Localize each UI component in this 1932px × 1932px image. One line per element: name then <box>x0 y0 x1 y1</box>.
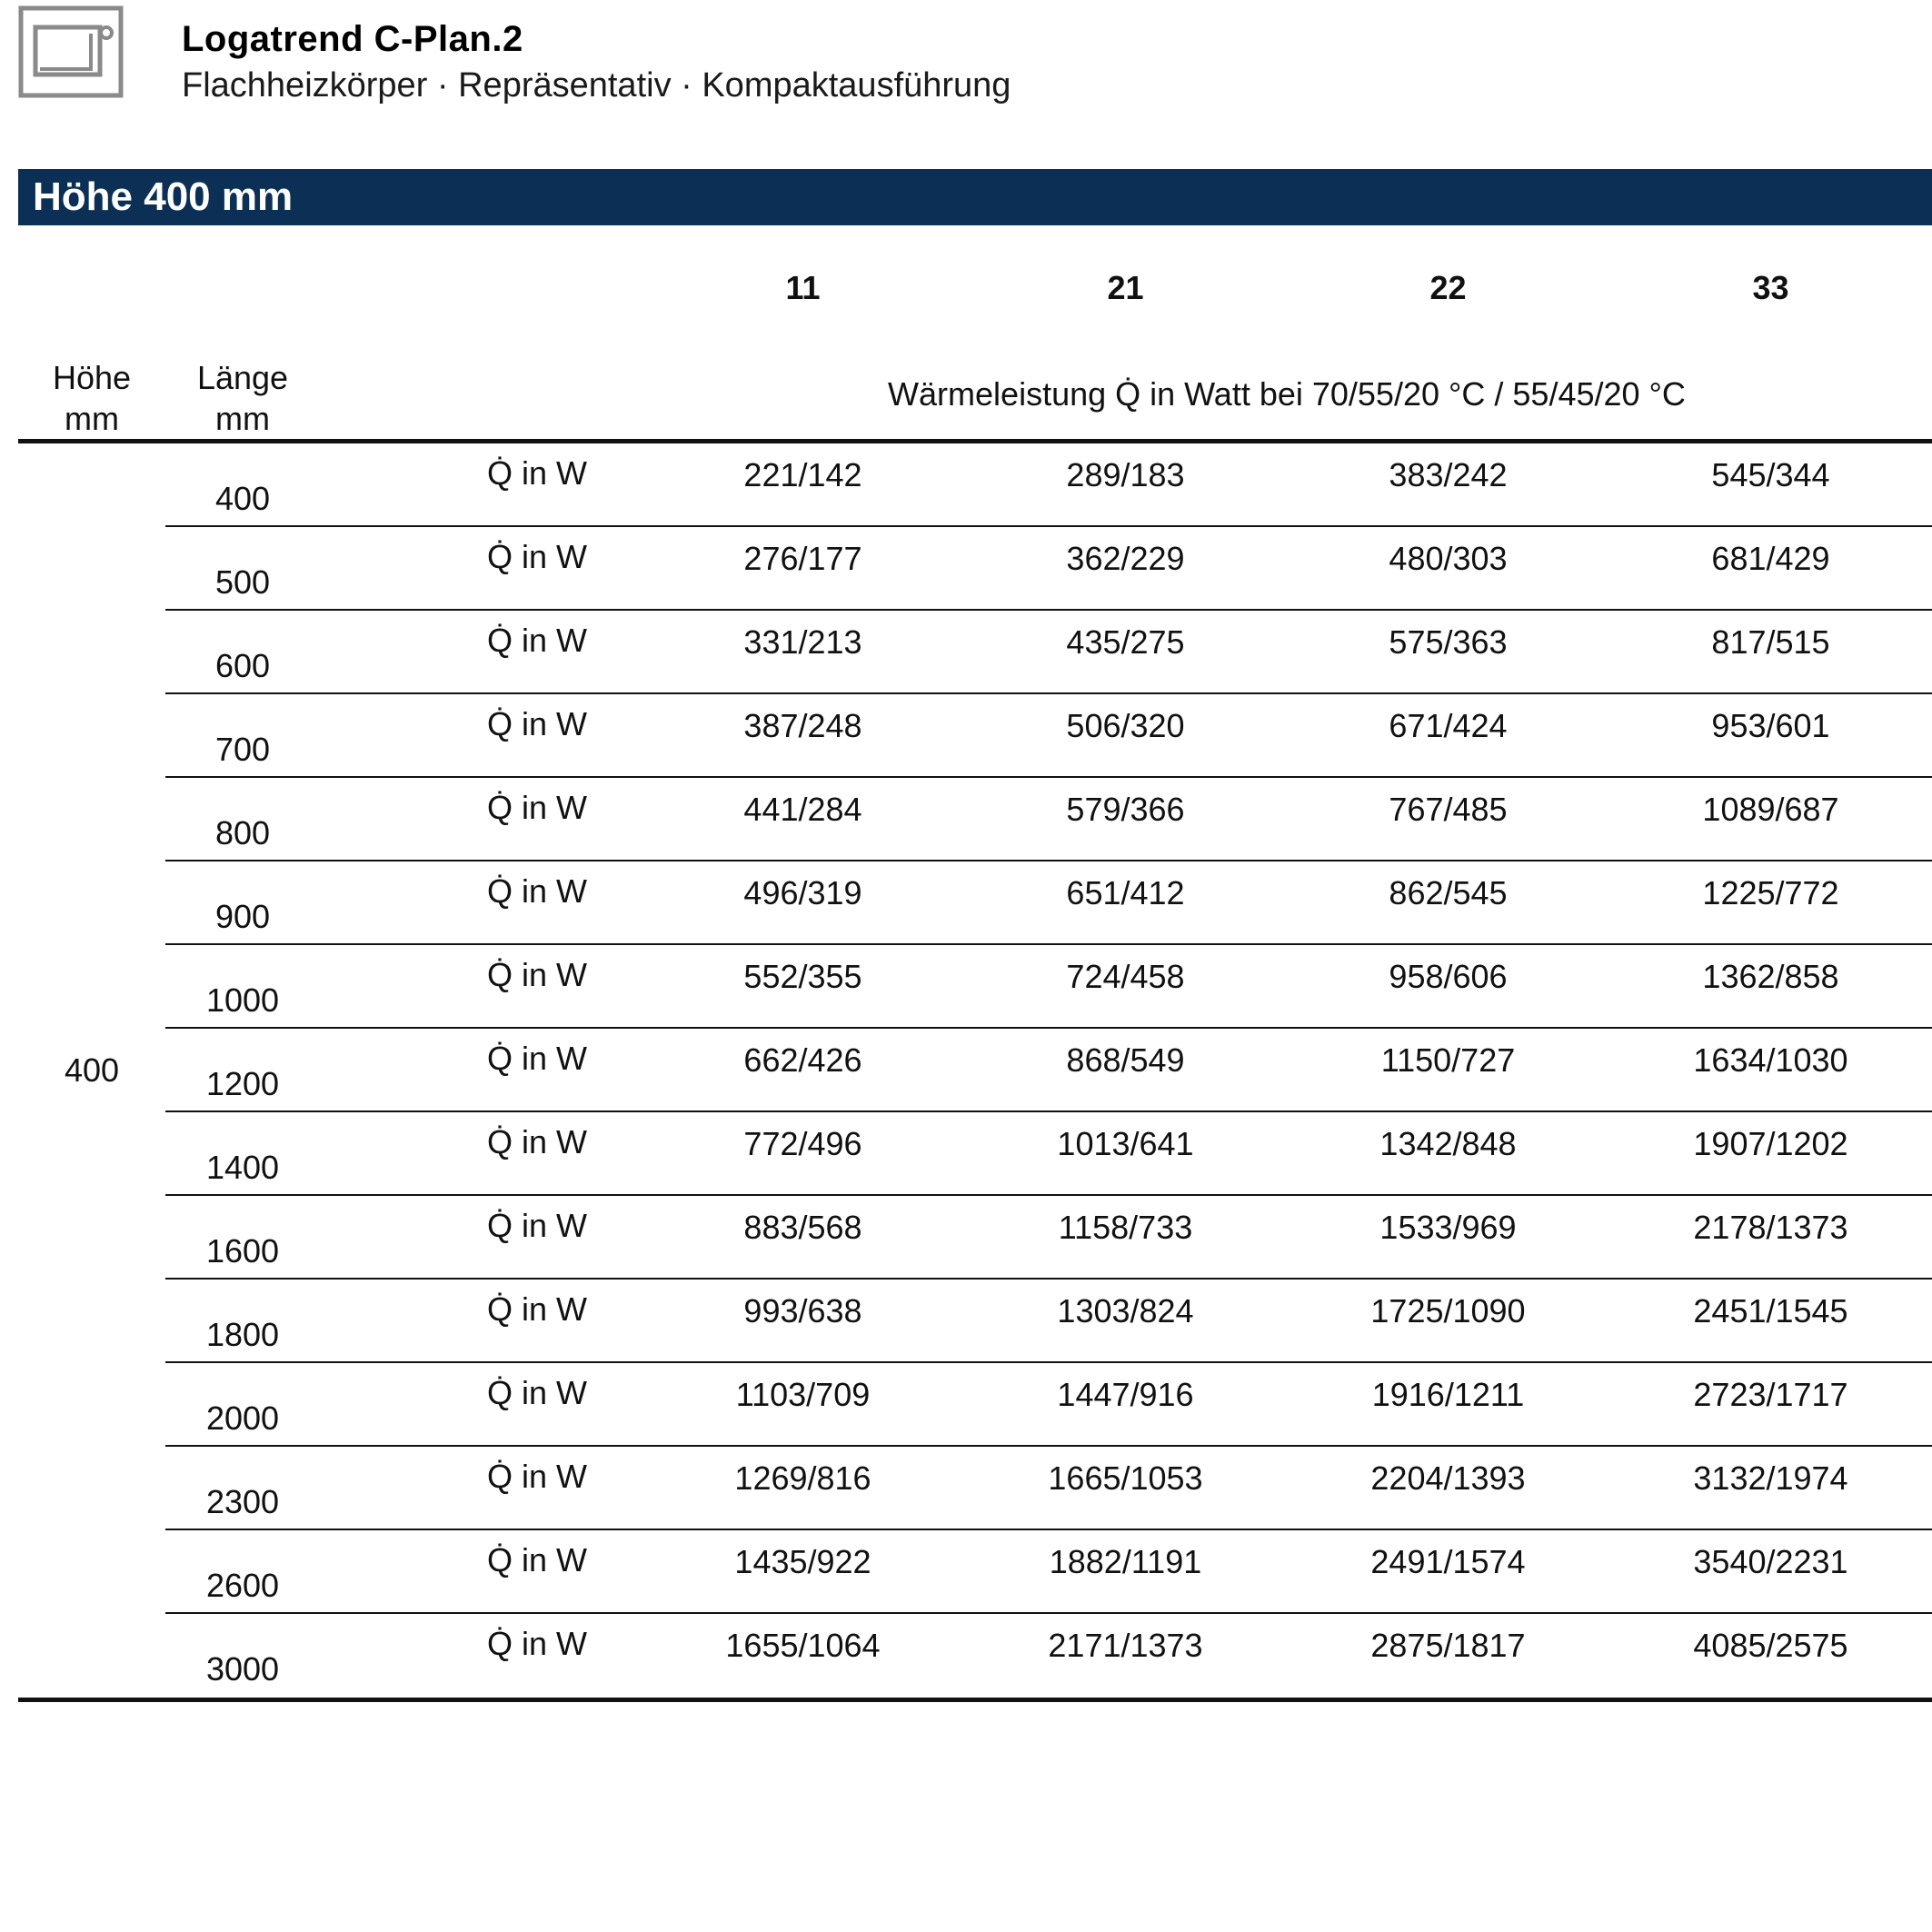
q-value-type-11: 441/284 <box>743 791 862 828</box>
performance-header: Wärmeleistung Q̇ in Watt bei 70/55/20 °C / 55/45/20 °C <box>888 375 1686 413</box>
table-row <box>165 778 1932 861</box>
q-value-type-33: 1225/772 <box>1702 874 1839 911</box>
q-value-type-33: 545/344 <box>1711 456 1830 493</box>
q-value-type-33: 1634/1030 <box>1693 1041 1848 1079</box>
q-label: Q̇ in W <box>486 538 587 575</box>
q-label: Q̇ in W <box>486 956 587 993</box>
laenge-value: 1400 <box>205 1149 280 1186</box>
q-value-type-33: 2723/1717 <box>1693 1376 1848 1413</box>
table-row <box>165 1447 1932 1530</box>
q-value-type-21: 1447/916 <box>1057 1376 1194 1413</box>
q-value-type-22: 1150/727 <box>1380 1041 1516 1079</box>
q-value-type-22: 383/242 <box>1389 456 1508 493</box>
q-value-type-22: 2875/1817 <box>1370 1627 1526 1664</box>
laenge-value: 2000 <box>205 1399 280 1437</box>
q-value-type-33: 3540/2231 <box>1693 1543 1848 1580</box>
q-label: Q̇ in W <box>486 454 587 492</box>
q-value-type-11: 496/319 <box>743 874 862 911</box>
table-row <box>165 694 1932 778</box>
laenge-value: 700 <box>214 731 271 768</box>
q-value-type-33: 817/515 <box>1711 623 1830 661</box>
laenge-value: 900 <box>214 898 271 935</box>
q-value-type-22: 2491/1574 <box>1370 1543 1526 1580</box>
table-row <box>165 1112 1932 1196</box>
table-row <box>165 861 1932 945</box>
q-value-type-33: 4085/2575 <box>1693 1627 1848 1664</box>
q-label: Q̇ in W <box>486 1040 587 1077</box>
q-label: Q̇ in W <box>486 705 587 742</box>
q-value-type-11: 552/355 <box>743 958 862 995</box>
q-value-type-21: 1013/641 <box>1057 1125 1194 1162</box>
q-value-type-22: 575/363 <box>1389 623 1508 661</box>
q-value-type-11: 221/142 <box>743 456 862 493</box>
q-value-type-11: 387/248 <box>743 707 862 744</box>
title-block <box>182 18 1011 105</box>
table-row <box>165 527 1932 611</box>
type-column-21: 21 <box>1107 269 1144 306</box>
q-value-type-22: 2204/1393 <box>1370 1459 1526 1497</box>
q-value-type-33: 2178/1373 <box>1693 1209 1848 1246</box>
q-value-type-21: 1303/824 <box>1057 1292 1194 1329</box>
laenge-value: 1200 <box>205 1065 280 1102</box>
q-value-type-21: 362/229 <box>1066 540 1185 577</box>
q-value-type-22: 1916/1211 <box>1371 1376 1525 1413</box>
column-header-row <box>18 357 1932 437</box>
laenge-value: 500 <box>214 563 271 601</box>
table-row <box>165 1363 1932 1447</box>
table-row <box>165 1029 1932 1112</box>
q-value-type-33: 681/429 <box>1711 540 1830 577</box>
q-label: Q̇ in W <box>486 1625 587 1662</box>
laenge-value: 1000 <box>205 981 280 1019</box>
q-value-type-11: 883/568 <box>743 1209 862 1246</box>
section-header-label: Höhe 400 mm <box>33 174 294 219</box>
q-label: Q̇ in W <box>486 622 587 659</box>
performance-table <box>18 262 1932 1702</box>
hoehe-column-header <box>18 357 165 439</box>
q-label: Q̇ in W <box>486 1290 587 1328</box>
q-value-type-33: 1907/1202 <box>1693 1125 1848 1162</box>
q-value-type-33: 3132/1974 <box>1693 1459 1848 1497</box>
laenge-value: 600 <box>214 647 271 684</box>
laenge-value: 800 <box>214 814 271 851</box>
q-value-type-11: 1269/816 <box>734 1459 871 1497</box>
table-row <box>165 945 1932 1029</box>
laenge-header-unit: mm <box>215 400 270 437</box>
q-value-type-22: 958/606 <box>1389 958 1508 995</box>
laenge-column-header <box>165 357 320 439</box>
q-value-type-21: 651/412 <box>1066 874 1185 911</box>
product-subtitle: Flachheizkörper · Repräsentativ · Kompaktausführung <box>182 66 1011 105</box>
q-value-type-21: 1665/1053 <box>1048 1459 1203 1497</box>
q-value-type-21: 435/275 <box>1066 623 1185 661</box>
laenge-value: 400 <box>214 480 271 517</box>
q-value-type-33: 1362/858 <box>1702 958 1839 995</box>
laenge-value: 2300 <box>205 1483 280 1520</box>
type-column-11: 11 <box>785 269 821 306</box>
q-value-type-22: 1725/1090 <box>1370 1292 1526 1329</box>
q-label: Q̇ in W <box>486 1207 587 1244</box>
table-row <box>165 1196 1932 1280</box>
q-label: Q̇ in W <box>486 1123 587 1160</box>
q-value-type-11: 276/177 <box>743 540 862 577</box>
q-value-type-21: 868/549 <box>1066 1041 1185 1079</box>
table-row <box>165 1614 1932 1698</box>
q-value-type-11: 1655/1064 <box>725 1627 881 1664</box>
type-column-33: 33 <box>1752 269 1789 306</box>
q-value-type-11: 662/426 <box>743 1041 862 1079</box>
laenge-header-label: Länge <box>196 359 289 396</box>
laenge-value: 1600 <box>205 1232 280 1270</box>
q-value-type-22: 767/485 <box>1389 791 1508 828</box>
q-label: Q̇ in W <box>486 1541 587 1578</box>
q-value-type-21: 579/366 <box>1066 791 1185 828</box>
q-label: Q̇ in W <box>486 1458 587 1495</box>
q-value-type-33: 1089/687 <box>1702 791 1839 828</box>
q-value-type-22: 862/545 <box>1389 874 1508 911</box>
q-label: Q̇ in W <box>486 1374 587 1411</box>
hoehe-value-cell: 400 <box>64 1051 120 1089</box>
hoehe-header-label: Höhe <box>52 359 132 396</box>
q-value-type-21: 289/183 <box>1066 456 1185 493</box>
table-body <box>18 439 1932 1702</box>
table-row <box>165 443 1932 527</box>
table-rows <box>165 443 1932 1698</box>
q-value-type-22: 480/303 <box>1389 540 1508 577</box>
q-value-type-21: 724/458 <box>1066 958 1185 995</box>
q-value-type-33: 953/601 <box>1711 707 1830 744</box>
q-value-type-22: 1533/969 <box>1379 1209 1517 1246</box>
radiator-panel-icon <box>18 5 124 98</box>
q-value-type-33: 2451/1545 <box>1693 1292 1848 1329</box>
table-row <box>165 1530 1932 1614</box>
q-value-type-11: 331/213 <box>743 623 862 661</box>
q-value-type-11: 1435/922 <box>734 1543 871 1580</box>
q-value-type-21: 1158/733 <box>1058 1209 1193 1246</box>
table-row <box>165 1280 1932 1363</box>
type-column-22: 22 <box>1429 269 1467 306</box>
laenge-value: 2600 <box>205 1567 280 1604</box>
laenge-value: 3000 <box>205 1650 280 1688</box>
q-value-type-11: 993/638 <box>743 1292 862 1329</box>
q-value-type-21: 506/320 <box>1066 707 1185 744</box>
laenge-value: 1800 <box>205 1316 280 1353</box>
q-value-type-22: 1342/848 <box>1379 1125 1517 1162</box>
q-label: Q̇ in W <box>486 789 587 826</box>
table-row <box>165 611 1932 694</box>
q-value-type-11: 1103/709 <box>735 1376 871 1413</box>
product-title: Logatrend C-Plan.2 <box>182 19 523 59</box>
q-value-type-22: 671/424 <box>1389 707 1508 744</box>
type-header-row <box>18 269 1932 316</box>
section-header-bar <box>18 169 1932 225</box>
hoehe-header-unit: mm <box>65 400 119 437</box>
q-value-type-21: 1882/1191 <box>1049 1543 1202 1580</box>
q-value-type-21: 2171/1373 <box>1048 1627 1203 1664</box>
q-label: Q̇ in W <box>486 872 587 910</box>
q-value-type-11: 772/496 <box>743 1125 862 1162</box>
